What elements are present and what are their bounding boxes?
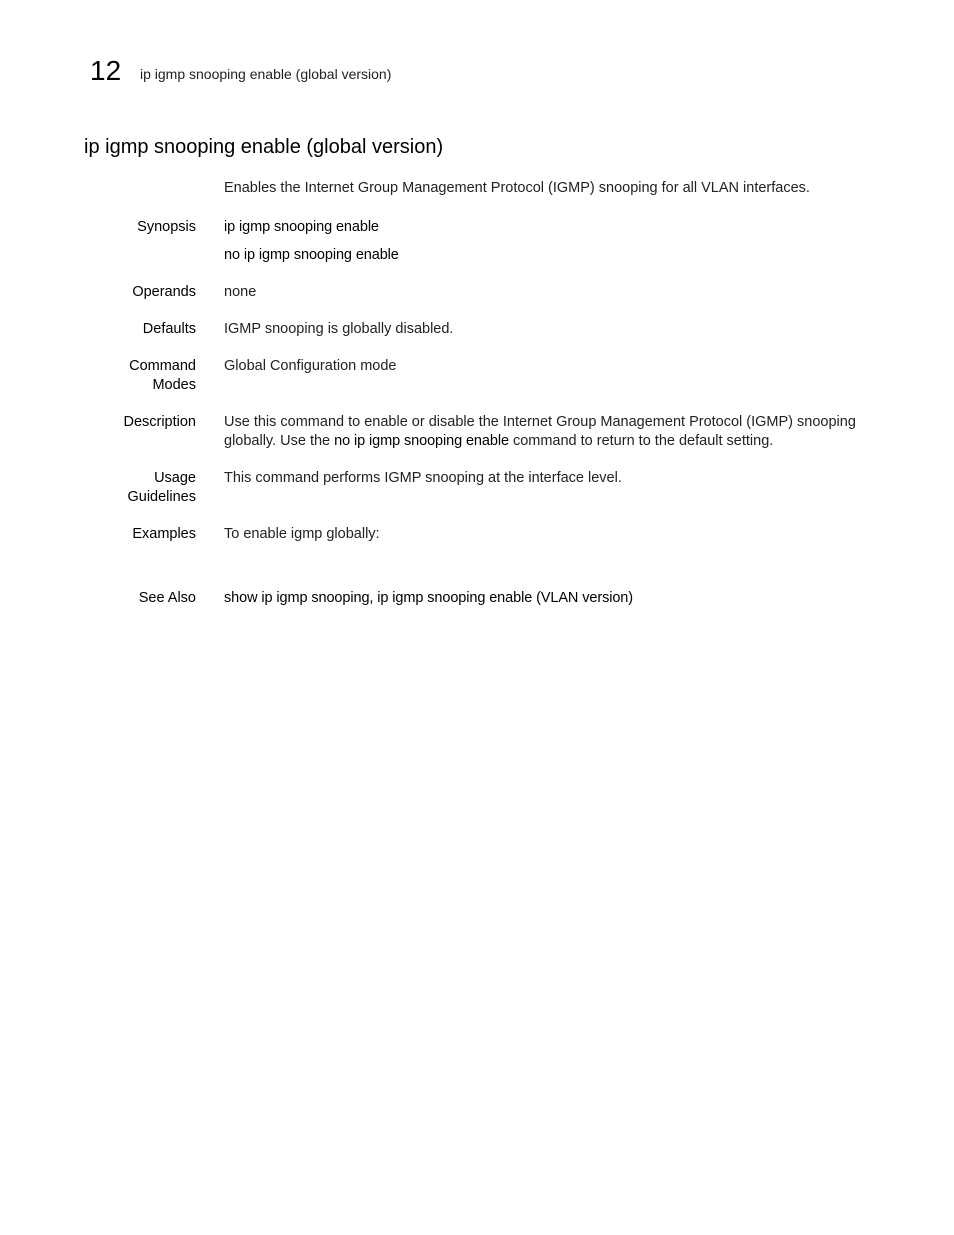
usage-guidelines-body: This command performs IGMP snooping at the interface level.	[224, 470, 622, 486]
description-line2	[224, 432, 884, 451]
command-modes-body: Global Configuration mode	[224, 358, 397, 374]
description-suffix: command to return to the default setting.	[508, 433, 774, 449]
defaults-label: Defaults	[142, 321, 196, 337]
usage-guidelines-label-line2: Guidelines	[127, 489, 196, 505]
synopsis-command-negated: no ip igmp snooping enable	[224, 247, 399, 263]
command-modes-label-line2: Modes	[152, 377, 196, 393]
page-title: ip igmp snooping enable (global version)	[84, 136, 444, 158]
operands-body: none	[224, 284, 257, 300]
examples-body: To enable igmp globally:	[224, 526, 380, 542]
operands-label: Operands	[132, 284, 196, 300]
description-line1: Use this command to enable or disable the Internet Group Management Protocol (IGMP) snooping	[224, 414, 856, 430]
description-body	[224, 413, 884, 451]
usage-guidelines-label-line1: Usage	[154, 470, 196, 486]
synopsis-command: ip igmp snooping enable	[224, 219, 379, 235]
see-also-label: See Also	[138, 590, 196, 606]
running-title: ip igmp snooping enable (global version)	[140, 66, 392, 82]
examples-label: Examples	[132, 526, 196, 542]
description-label: Description	[123, 414, 196, 430]
defaults-body: IGMP snooping is globally disabled.	[224, 321, 454, 337]
command-modes-label-line1: Command	[129, 358, 196, 374]
command-summary: Enables the Internet Group Management Protocol (IGMP) snooping for all VLAN interfaces.	[224, 180, 810, 196]
command-modes-label	[80, 357, 196, 395]
see-also-links[interactable]: show ip igmp snooping, ip igmp snooping enable (VLAN version)	[224, 590, 633, 606]
chapter-number: 12	[90, 55, 122, 86]
synopsis-label: Synopsis	[137, 219, 196, 235]
usage-guidelines-label	[80, 469, 196, 507]
description-command: no ip igmp snooping enable	[334, 433, 509, 449]
description-prefix: globally. Use the	[224, 433, 335, 449]
synopsis-body	[224, 218, 884, 265]
